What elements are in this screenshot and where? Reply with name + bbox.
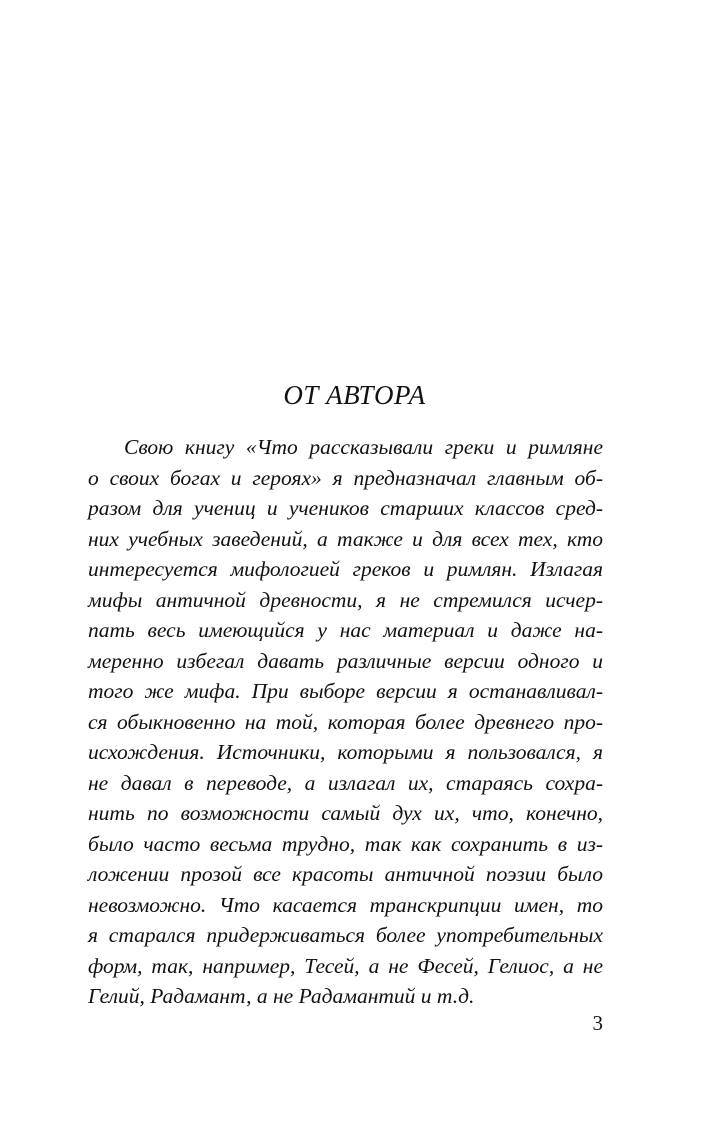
paragraph-line: них учебных заведений, а также и для всех тех, кто (88, 526, 603, 551)
paragraph-line: разом для учениц и учеников старших классов сред- (88, 496, 603, 520)
paragraph-line: меренно избегал давать различные версии одного и (88, 648, 603, 673)
paragraph-line: форм, так, например, Тесей, а не Фесей, Гелиос, а не (88, 953, 603, 978)
paragraph-line: того же мифа. При выборе версии я останавливал- (88, 679, 603, 703)
paragraph-line: невозможно. Что касается транскрипции имен, то (88, 892, 603, 917)
paragraph-line: о своих богах и героях» я предназначал главным об- (88, 465, 603, 490)
paragraph-line: ся обыкновенно на той, которая более древнего про- (88, 709, 603, 734)
paragraph-line: было часто весьма трудно, так как сохранить в из- (88, 831, 603, 856)
paragraph-line: Свою книгу «Что рассказывали греки и римляне (124, 435, 603, 459)
page-number: 3 (592, 1011, 603, 1035)
paragraph-line: ложении прозой все красоты античной поэзии было (88, 862, 603, 886)
paragraph-line: мифы античной древности, я не стремился исчер- (88, 587, 603, 612)
paragraph-line: пать весь имеющийся у нас материал и даже на- (88, 618, 603, 642)
section-title: ОТ АВТОРА (283, 380, 426, 410)
paragraph-line: нить по возможности самый дух их, что, конечно, (88, 801, 603, 825)
paragraph-line: исхождения. Источники, которыми я пользовался, я (88, 740, 603, 764)
paragraph-line: интересуется мифологией греков и римлян. Излагая (88, 557, 603, 581)
paragraph-line: я старался придерживаться более употребительных (88, 923, 603, 947)
foreword-paragraph (88, 432, 603, 1012)
paragraph-line: Гелий, Радамант, а не Радамантий и т.д. (88, 984, 475, 1008)
paragraph-line: не давал в переводе, а излагал их, стараясь сохра- (88, 770, 603, 795)
